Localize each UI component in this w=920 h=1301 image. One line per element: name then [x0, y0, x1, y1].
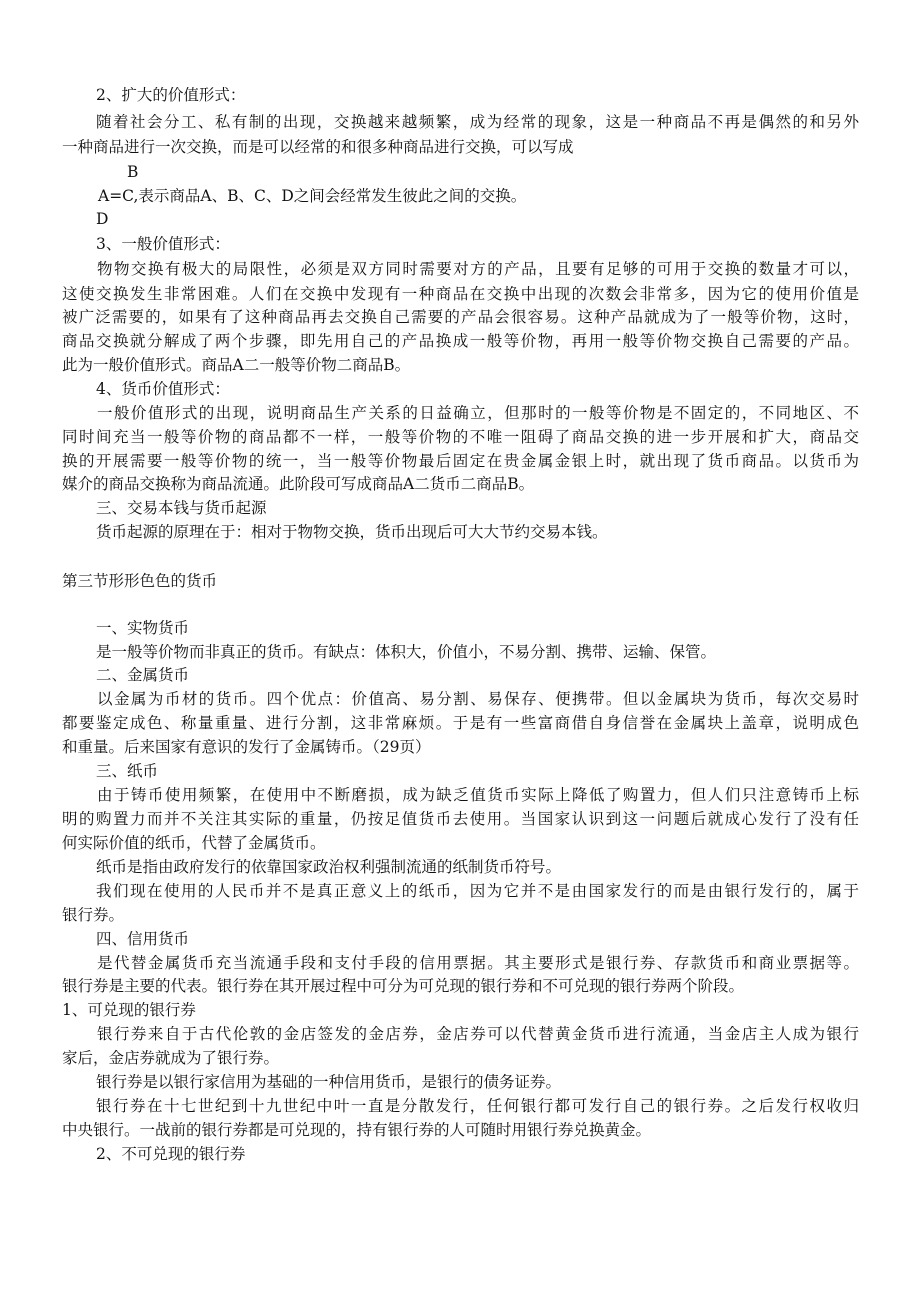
paragraph-line: 中央银行。一战前的银行券都是可兑现的，持有银行券的人可随时用银行券兑换黄金。 [62, 1121, 652, 1139]
paragraph-line: 物物交换有极大的局限性，必须是双方同时需要对方的产品，且要有足够的可用于交换的数量才可以， [97, 260, 859, 278]
formula-line: D [96, 210, 109, 228]
formula-line: A=C,表示商品A、B、C、D之间会经常发生彼此之间的交换。 [98, 187, 527, 205]
paragraph-line: 和重量。后来国家有意识的发行了金属铸币。（29页） [62, 738, 431, 756]
paragraph-line: 是代替金属货币充当流通手段和支付手段的信用票据。其主要形式是银行券、存款货币和商业票据等。 [97, 954, 859, 972]
formula-line: B [127, 163, 139, 181]
heading-expanded-value-form: 2、扩大的价值形式： [96, 86, 246, 104]
heading-inconvertible-notes: 2、不可兑现的银行券 [96, 1145, 246, 1163]
heading-general-value-form: 3、一般价值形式： [96, 235, 230, 253]
paragraph-line: 一种商品进行一次交换，而是可以经常的和很多种商品进行交换，可以写成 [62, 138, 574, 156]
paragraph-line: 明的购置力而并不关注其实际的重量，仍按足值货币去使用。当国家认识到这一问题后就成心发行了没有任 [62, 810, 859, 828]
paragraph-line: 随着社会分工、私有制的出现，交换越来越频繁，成为经常的现象，这是一种商品不再是偶然的和另外 [96, 113, 859, 131]
heading-transaction-cost: 三、交易本钱与货币起源 [96, 499, 267, 517]
paragraph-line: 一般价值形式的出现，说明商品生产关系的日益确立，但那时的一般等价物是不固定的，不同地区、不 [97, 404, 859, 422]
paragraph-line: 银行券在十七世纪到十九世纪中叶一直是分散发行，任何银行都可发行自己的银行券。之后发行权收归 [96, 1097, 859, 1115]
paragraph-line: 何实际价值的纸币，代替了金属货币。 [62, 834, 326, 852]
paragraph-line: 商品交换就分解成了两个步骤，即先用自己的产品换成一般等价物，再用一般等价物交换自己需要的产品。 [62, 332, 859, 350]
heading-commodity-money: 一、实物货币 [96, 619, 190, 637]
paragraph-line: 我们现在使用的人民币并不是真正意义上的纸币，因为它并不是由国家发行的而是由银行发行的，属于 [96, 882, 859, 900]
paragraph-line: 银行券来自于古代伦敦的金店签发的金店券，金店券可以代替黄金货币进行流通，当金店主人成为银行 [97, 1025, 859, 1043]
heading-convertible-notes: 1、可兑现的银行券 [62, 1001, 196, 1019]
paragraph-line: 是一般等价物而非真正的货币。有缺点：体积大，价值小，不易分割、携带、运输、保管。 [96, 643, 717, 661]
paragraph-line: 同时间充当一般等价物的商品都不一样，一般等价物的不唯一阻碍了商品交换的进一步开展和扩大，商品交 [62, 428, 859, 446]
heading-paper-money: 三、纸币 [96, 762, 159, 780]
paragraph-line: 银行券是以银行家信用为基础的一种信用货币，是银行的债务证券。 [96, 1073, 562, 1091]
paragraph-line: 被广泛需要的，如果有了这种商品再去交换自己需要的产品会很容易。这种产品就成为了一般等价物，这时， [62, 308, 859, 326]
paragraph-line: 这使交换发生非常困难。人们在交换中发现有一种商品在交换中出现的次数会非常多，因为它的使用价值是 [62, 285, 859, 303]
paragraph-line: 此为一般价值形式。商品A二一般等价物二商品B。 [62, 356, 411, 374]
paragraph-line: 货币起源的原理在于：相对于物物交换，货币出现后可大大节约交易本钱。 [96, 523, 608, 541]
paragraph-line: 纸币是指由政府发行的依靠国家政治权利强制流通的纸制货币符号。 [96, 858, 562, 876]
heading-metallic-money: 二、金属货币 [96, 666, 190, 684]
paragraph-line: 家后，金店券就成为了银行券。 [62, 1049, 280, 1067]
heading-currency-value-form: 4、货币价值形式： [96, 380, 230, 398]
paragraph-line: 换的开展需要一般等价物的统一，当一般等价物最后固定在贵金属金银上时，就出现了货币商品。以货币为 [62, 452, 859, 470]
paragraph-line: 都要鉴定成色、称量重量、进行分割，这非常麻烦。于是有一些富商借自身信誉在金属块上盖章，说明成色 [62, 714, 859, 732]
heading-credit-money: 四、信用货币 [96, 930, 190, 948]
paragraph-line: 以金属为币材的货币。四个优点：价值高、易分割、易保存、便携带。但以金属块为货币，每次交易时 [97, 690, 859, 708]
paragraph-line: 媒介的商品交换称为商品流通。此阶段可写成商品A二货币二商品B。 [62, 475, 535, 493]
section-title: 第三节形形色色的货币 [62, 572, 218, 590]
paragraph-line: 由于铸币使用频繁，在使用中不断磨损，成为缺乏值货币实际上降低了购置力，但人们只注意铸币上标 [97, 786, 859, 804]
paragraph-line: 银行券是主要的代表。银行券在其开展过程中可分为可兑现的银行券和不可兑现的银行券两个阶段。 [62, 977, 745, 995]
paragraph-line: 银行券。 [62, 906, 125, 924]
